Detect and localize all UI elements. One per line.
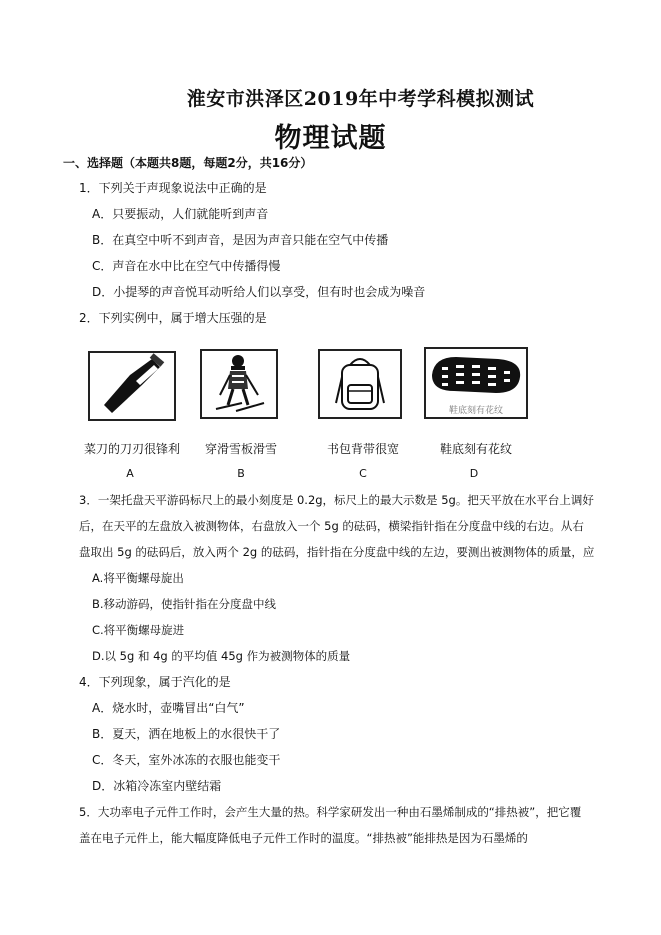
q4-option-c: C．冬天，室外冰冻的衣服也能变干: [92, 753, 281, 767]
shoe-sole-icon: [426, 349, 526, 401]
figure-skier: [200, 349, 278, 419]
caption-d: 鞋底刻有花纹: [439, 442, 512, 456]
q1-option-c: C．声音在水中比在空气中传播得慢: [92, 259, 281, 273]
letter-a: A: [126, 467, 134, 480]
letter-d: D: [469, 467, 479, 480]
q1-stem: 1．下列关于声现象说法中正确的是: [79, 181, 267, 195]
caption-b: 穿滑雪板滑雪: [204, 442, 277, 456]
q1-option-b: B．在真空中听不到声音，是因为声音只能在空气中传播: [92, 233, 389, 247]
q4-stem: 4．下列现象，属于汽化的是: [79, 675, 231, 689]
q1-option-d: D．小提琴的声音悦耳动听给人们以享受，但有时也会成为噪音: [92, 285, 426, 299]
knife-icon: [90, 353, 174, 419]
skier-icon: [202, 351, 276, 417]
q3-option-a: A.将平衡螺母旋出: [92, 571, 184, 585]
q3-line-1: 3．一架托盘天平游码标尺上的最小刻度是 0.2g，标尺上的最大示数是 5g。把天平放在水平台上调好: [79, 493, 594, 507]
q3-line-3: 盘取出 5g 的砝码后，放入两个 2g 的砝码，指针指在分度盘中线的左边，要测出被测物体的质量，应: [79, 545, 595, 559]
q5-line-2: 盖在电子元件上，能大幅度降低电子元件工作时的温度。“排热被”能排热是因为石墨烯的: [79, 831, 528, 845]
figure-backpack: [318, 349, 402, 419]
q3-line-2: 后，在天平的左盘放入被测物体，右盘放入一个 5g 的砝码，横梁指针指在分度盘中线的右边。从右: [79, 519, 584, 533]
section-heading: 一、选择题（本题共8题，每题2分，共16分）: [63, 156, 313, 170]
figure-shoe-sole: [424, 347, 528, 419]
letter-b: B: [237, 467, 245, 480]
q4-option-a: A．烧水时，壶嘴冒出“白气”: [92, 701, 245, 715]
q3-option-d: D.以 5g 和 4g 的平均值 45g 作为被测物体的质量: [92, 649, 351, 663]
letter-c: C: [359, 467, 367, 480]
q4-option-b: B．夏天，洒在地板上的水很快干了: [92, 727, 281, 741]
q1-option-a: A．只要振动，人们就能听到声音: [92, 207, 269, 221]
exam-subtitle: 物理试题: [274, 123, 387, 154]
q3-option-c: C.将平衡螺母旋进: [92, 623, 185, 637]
q2-stem: 2．下列实例中，属于增大压强的是: [79, 311, 267, 325]
figure-d-label: 鞋底刻有花纹: [448, 406, 503, 416]
q3-option-b: B.移动游码，使指针指在分度盘中线: [92, 597, 277, 611]
exam-title: 淮安市洪泽区2019年中考学科模拟测试: [186, 88, 535, 110]
q4-option-d: D．冰箱冷冻室内壁结霜: [92, 779, 222, 793]
q5-line-1: 5．大功率电子元件工作时，会产生大量的热。科学家研发出一种由石墨烯制成的“排热被”，把它覆: [79, 805, 582, 819]
backpack-icon: [320, 351, 400, 417]
figure-knife: [88, 351, 176, 421]
caption-a: 菜刀的刀刃很锋利: [83, 442, 180, 456]
caption-c: 书包背带很宽: [326, 442, 399, 456]
